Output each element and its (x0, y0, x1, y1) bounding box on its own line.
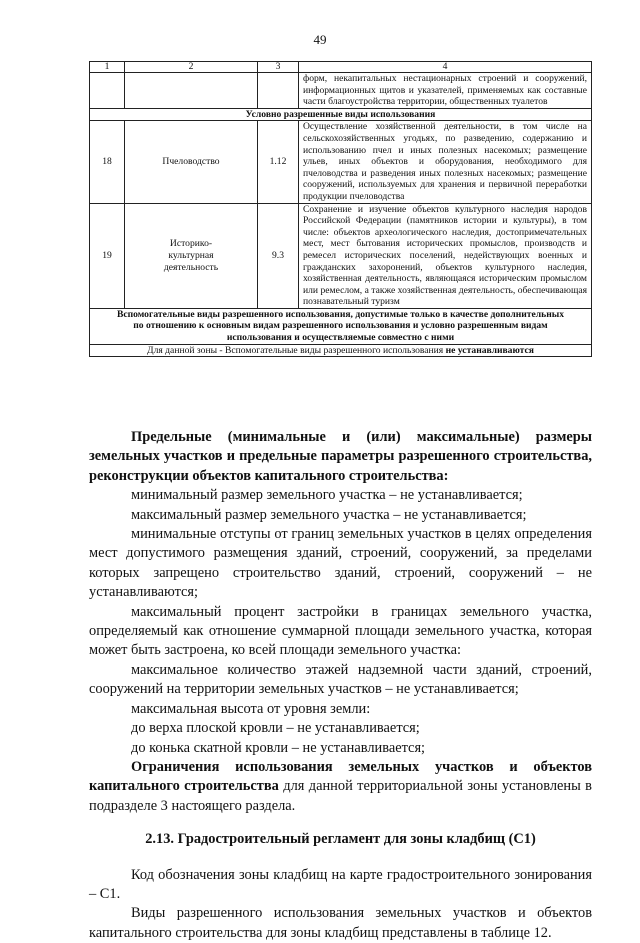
permitted-use-table (89, 61, 592, 357)
auxiliary-notice (90, 344, 592, 357)
row-number: 19 (90, 203, 125, 308)
table-row (90, 203, 592, 308)
restrictions-text (89, 758, 592, 816)
table-header-row (90, 62, 592, 73)
use-type-name: Историко-культурная деятельность (125, 203, 258, 308)
max-height-text: максимальная высота от уровня земли: (131, 700, 371, 717)
header-col-3: 3 (258, 62, 299, 73)
use-type-description: Осуществление хозяйственной деятельности, в том числе на сельскохозяйственных угодьях, по разведению, содержанию и использованию пчел и иных полезных насекомых; размещение ульев, иных объектов и оборудования, необходимого для пчеловодства и разведения иных полезных насекомых; размещение сооружений, используемых для хранения и первичной переработки продукции пчеловодства (299, 121, 592, 203)
pitched-roof-text: до конька скатной кровли – не устанавливается; (131, 739, 426, 756)
regulation-body (89, 428, 592, 943)
auxiliary-notice-row (90, 344, 592, 357)
table-row (90, 121, 592, 203)
zone-code-text: Код обозначения зоны кладбищ на карте градостроительного зонирования – С1. (89, 866, 592, 902)
conditional-section-title: Условно разрешенные виды использования (90, 108, 592, 121)
flat-roof-text: до верха плоской кровли – не устанавливается; (131, 720, 420, 737)
use-type-name: Пчеловодство (125, 121, 258, 203)
header-col-2: 2 (125, 62, 258, 73)
use-type-code: 1.12 (258, 121, 299, 203)
auxiliary-notice-text: Для данной зоны - Вспомогательные виды разрешенного использования (147, 344, 444, 356)
continuation-description: форм, некапитальных нестационарных строений и сооружений, информационных щитов и указателей, применяемых как составные части благоустройства территории, общественных туалетов (299, 73, 592, 109)
min-area-text: минимальный размер земельного участка – не устанавливается; (131, 487, 523, 504)
setbacks-text: минимальные отступы от границ земельных участков в целях определения мест допустимого размещения зданий, строений, сооружений, за пределами которых запрещено строительство зданий, строений, сооружений – не устанавливаются; (89, 526, 592, 601)
use-types-text: Виды разрешенного использования земельных участков и объектов капитального строительства для зоны кладбищ представлены в таблице 12. (89, 905, 592, 941)
use-type-description: Сохранение и изучение объектов культурного наследия народов Российской Федерации (памятников истории и культуры), в том числе: объектов археологического наследия, достопримечательных мест, мест бытования исторических промыслов, производств и ремесел исторических поселений, недействующих военных и гражданских захоронений, объектов культурного наследия, хозяйственная деятельность, являющаяся историческим промыслом или ремеслом, а также хозяйственная деятельность, обеспечивающая познавательный туризм (299, 203, 592, 308)
max-floors-text: максимальное количество этажей надземной части зданий, строений, сооружений на территории земельных участков – не устанавливается; (89, 661, 592, 698)
auxiliary-section-title: Вспомогательные виды разрешенного использования, допустимые только в качестве дополнительных по отношению к основным видам разрешенного использования и условно разрешенным видам использования и осуществляемые совместно с ними (90, 308, 592, 344)
row-number: 18 (90, 121, 125, 203)
limits-title: Предельные (минимальные и (или) максимальные) размеры земельных участков и предельные параметры разрешенного строительства, реконструкции объектов капитального строительства: (89, 429, 592, 484)
header-col-4: 4 (299, 62, 592, 73)
page-number: 49 (313, 32, 327, 47)
header-col-1: 1 (90, 62, 125, 73)
restrictions-bold: Ограничения использования земельных участков и объектов капитального строительства (89, 758, 592, 795)
use-type-code: 9.3 (258, 203, 299, 308)
restrictions-rest: для данной территориальной зоны установлены в подразделе 3 настоящего раздела. (89, 778, 592, 814)
table-row-continuation (90, 73, 592, 109)
auxiliary-section-row (90, 308, 592, 344)
max-percent-text: максимальный процент застройки в границах земельного участка, определяемый как отношение суммарной площади земельного участка, которая может быть застроена, ко всей площади земельного участка: (89, 603, 592, 659)
conditional-section-row (90, 108, 592, 121)
section-heading: 2.13. Градостроительный регламент для зоны кладбищ (С1) (145, 831, 536, 848)
max-area-text: максимальный размер земельного участка – не устанавливается; (131, 506, 527, 523)
auxiliary-notice-emphasis: не устанавливаются (445, 344, 534, 356)
